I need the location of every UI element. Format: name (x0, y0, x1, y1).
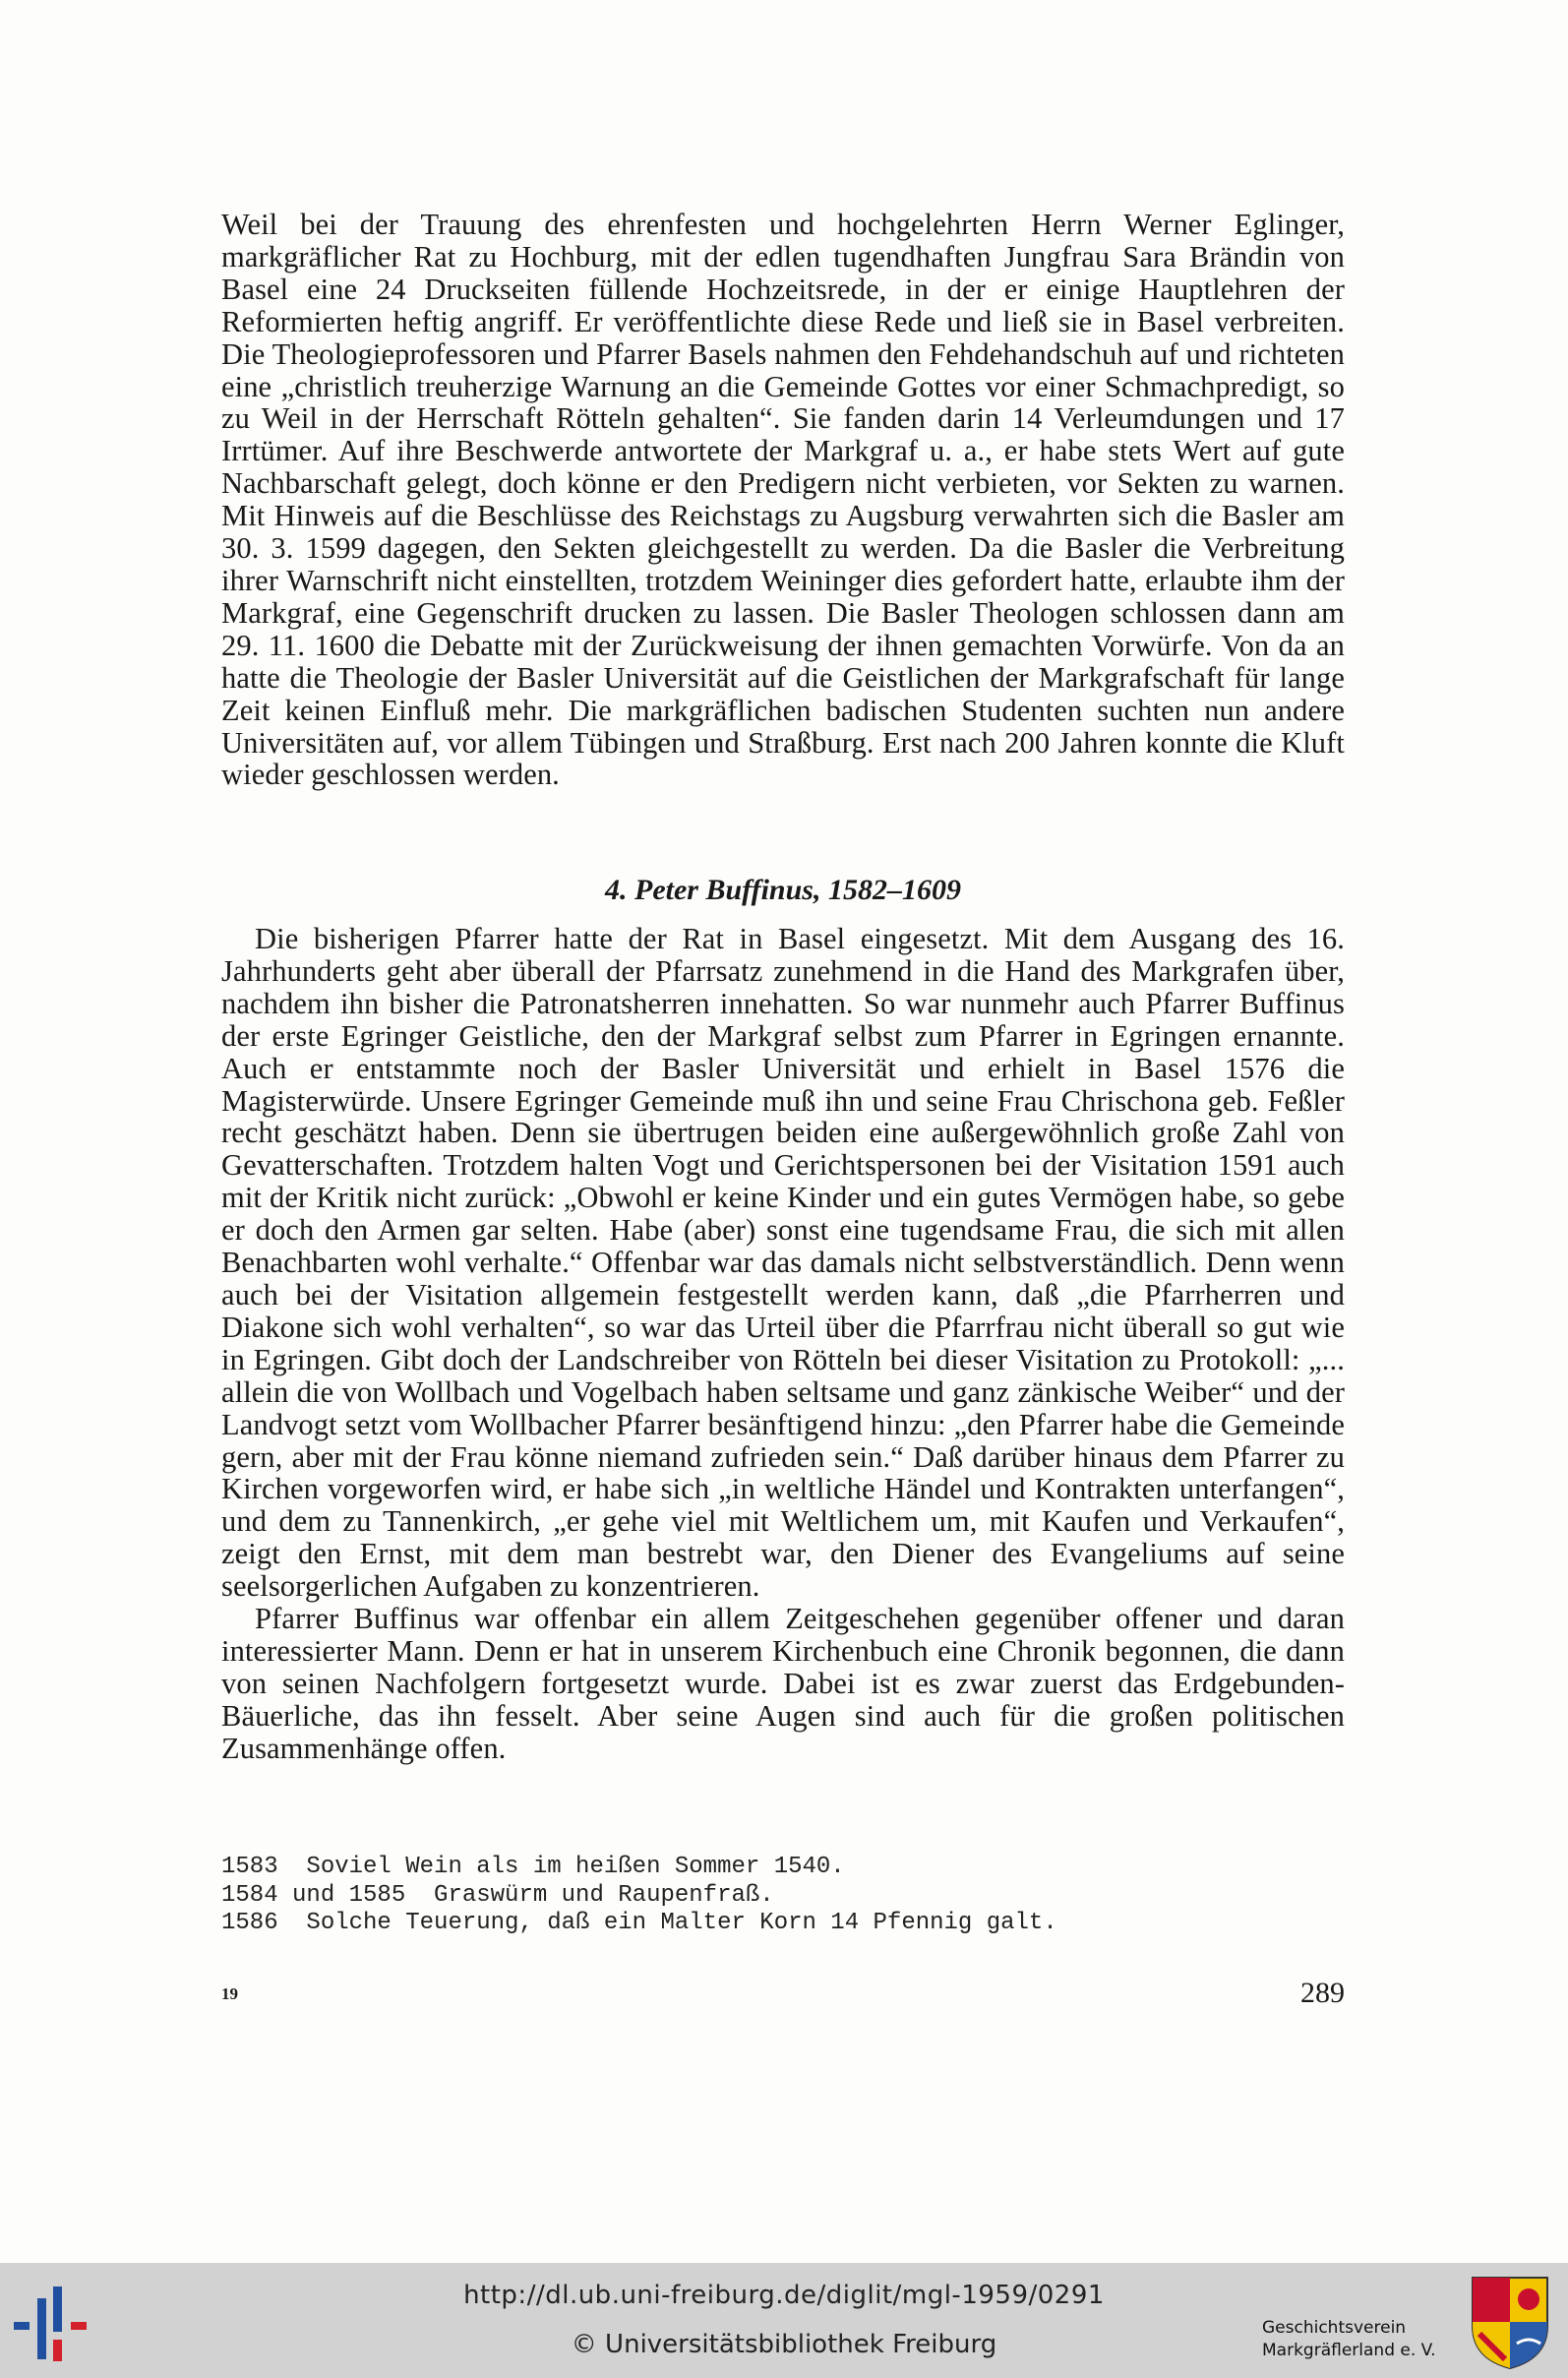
section-paragraph-1: Die bisherigen Pfarrer hatte der Rat in Basel eingesetzt. Mit dem Ausgang des 16. Jahrhunderts geht aber überall der Pfarrsatz zunehmend in die Hand des Markgrafen über, nachdem ihn bisher die Patronatsherren innehatten. So war nunmehr auch Pfarrer Buffinus der erste Egringer Geistliche, den der Markgraf selbst zum Pfarrer in Egringen ernannte. Auch er entstammte noch der Basler Universität und erhielt in Basel 1576 die Magisterwürde. Unsere Egringer Gemeinde muß ihn und seine Frau Chrischona geb. Feßler recht geschätzt haben. Denn sie übertrugen beiden eine außergewöhnlich große Zahl von Gevatterschaften. Trotzdem halten Vogt und Gerichtspersonen bei der Visitation 1591 auch mit der Kritik nicht zurück: „Obwohl er keine Kinder und ein gutes Vermögen habe, so gebe er doch den Armen gar selten. Habe (aber) sonst eine tugendsame Frau, die sich mit allen Benachbarten wohl verhalte.“ Offenbar war das damals nicht selbstverständlich. Denn wenn auch bei der Visitation allgemein festgestellt werden kann, daß „die Pfarrherren und Diakone sich wohl verhalten“, so war das Urteil über die Pfarrfrau nicht überall so gut wie in Egringen. Gibt doch der Landschreiber von Rötteln bei dieser Visitation zu Protokoll: „... allein die von Wollbach und Vogelbach haben seltsame und ganz zänkische Weiber“ und der Landvogt setzt vom Wollbacher Pfarrer besänftigend hinzu: „den Pfarrer habe die Gemeinde gern, aber mit der Frau könne niemand zufrieden sein.“ Daß darüber hinaus dem Pfarrer zu Kirchen vorgeworfen wird, er habe sich „in weltliche Händel und Kontrakten unterfangen“, und dem zu Tannenkirch, „er gehe viel mit Weltlichem um, mit Kaufen und Verkaufen“, zeigt den Ernst, mit dem man bestrebt war, den Diener des Evangeliums auf seine seelsorgerlichen Aufgaben zu konzentrieren. (221, 922, 1345, 1604)
signature-mark: 19 (221, 1984, 238, 2003)
document-url-link[interactable]: http://dl.ub.uni-freiburg.de/diglit/mgl-1959/0291 (463, 2281, 1105, 2310)
section-body (221, 923, 1345, 1765)
intro-section (221, 209, 1345, 791)
section-paragraph-2: Pfarrer Buffinus war offenbar ein allem Zeitgeschehen gegenüber offener und daran interessierter Mann. Denn er hat in unserem Kirchenbuch eine Chronik begonnen, die dann von seinen Nachfolgern fortgesetzt wurde. Dabei ist es zwar zuerst das Erdgebunden-Bäuerliche, das ihn fesselt. Aber seine Augen sind auch für die großen politischen Zusammenhänge offen. (221, 1602, 1345, 1765)
intro-paragraph: Weil bei der Trauung des ehrenfesten und hochgelehrten Herrn Werner Eglinger, markgräflicher Rat zu Hochburg, mit der edlen tugendhaften Jungfrau Sara Brändin von Basel eine 24 Druckseiten füllende Hochzeitsrede, in der er einige Hauptlehren der Reformierten heftig angriff. Er veröffentlichte diese Rede und ließ sie in Basel verbreiten. Die Theologieprofessoren und Pfarrer Basels nahmen den Fehdehandschuh auf und richteten eine „christlich treuherzige Warnung an die Gemeinde Gottes vor einer Schmachpredigt, so zu Weil in der Herrschaft Rötteln gehalten“. Sie fanden darin 14 Verleumdungen und 17 Irrtümer. Auf ihre Beschwerde antwortete der Markgraf u. a., er habe stets Wert auf gute Nachbarschaft gelegt, doch könne er den Predigern nicht verbieten, vor Sekten zu warnen. Mit Hinweis auf die Beschlüsse des Reichstags zu Augsburg verwahrten sich die Basler am 30. 3. 1599 dagegen, den Sekten gleichgestellt zu werden. Da die Basler die Verbreitung ihrer Warnschrift nicht einstellten, trotzdem Weininger dies gefordert hatte, erlaubte ihm der Markgraf, eine Gegenschrift drucken zu lassen. Die Basler Theologen schlossen dann am 29. 11. 1600 die Debatte mit der Zurückweisung der ihnen gemachten Vorwürfe. Von da an hatte die Theologie der Basler Universität auf die Geistlichen der Markgrafschaft für lange Zeit keinen Einfluß mehr. Die markgräflichen badischen Studenten suchten nun andere Universitäten auf, vor allem Tübingen und Straßburg. Erst nach 200 Jahren konnte die Kluft wieder geschlossen werden. (221, 208, 1345, 792)
chronicle-list (221, 1854, 1345, 1938)
markgraeflerland-crest-icon (1470, 2275, 1550, 2370)
copyright-notice: © Universitätsbibliothek Freiburg (571, 2330, 997, 2359)
society-name (1262, 2317, 1436, 2362)
section-heading: 4. Peter Buffinus, 1582–1609 (605, 874, 961, 906)
chronicle-entry: 1586 Solche Teuerung, daß ein Malter Korn 14 Pfennig galt. (221, 1910, 1057, 1936)
page-number: 289 (1300, 1977, 1345, 2009)
chronicle-entry: 1584 und 1585 Graswürm und Raupenfraß. (221, 1881, 774, 1909)
chronicle-entry: 1583 Soviel Wein als im heißen Sommer 1540. (221, 1854, 845, 1880)
society-line-2: Markgräflerland e. V. (1262, 2341, 1436, 2360)
footer-bar (0, 2263, 1568, 2378)
society-line-1: Geschichtsverein (1262, 2318, 1407, 2338)
